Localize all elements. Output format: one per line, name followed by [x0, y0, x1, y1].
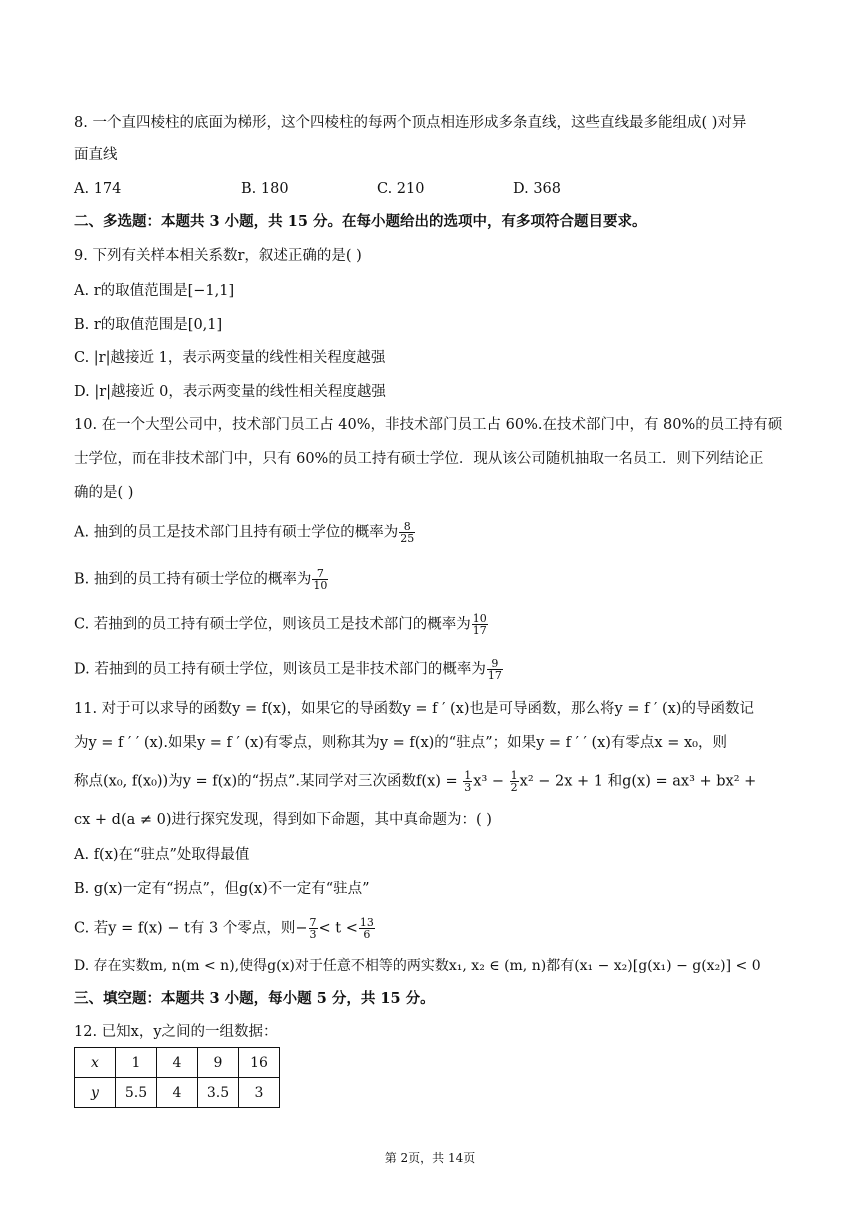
q8-option-d: D. 368 [513, 181, 562, 197]
table-row [75, 1078, 280, 1108]
q10-option-a: A. 抽到的员工是技术部门且持有硕士学位的概率为 $\frac{8}{25}$ [74, 520, 415, 545]
q8-stem-line1: 8. 一个直四棱柱的底面为梯形，这个四棱柱的每两个顶点相连形成多条直线，这些直线最多能组成( )对异 [74, 115, 747, 131]
q8-option-b: B. 180 [241, 181, 289, 197]
q8-stem-line2: 面直线 [74, 147, 118, 163]
q11-option-b: B. g(x)一定有“拐点”，但g(x)不一定有“驻点” [74, 881, 370, 897]
table-row [75, 1048, 280, 1078]
data-table [74, 1047, 280, 1108]
q8-option-c: C. 210 [377, 181, 425, 197]
q11-option-c: C. 若y = f(x) − t有 3 个零点，则− $\frac{7}{3}$ < t < $\frac{13}{6}$ [74, 916, 374, 941]
table-cell: 5.5 [116, 1078, 157, 1108]
section-3-heading: 三、填空题：本题共 3 小题，每小题 5 分，共 15 分。 [74, 990, 435, 1007]
q9-option-c: C. |r|越接近 1，表示两变量的线性相关程度越强 [74, 350, 386, 366]
table-cell: 3 [239, 1078, 280, 1108]
q9-stem: 9. 下列有关样本相关系数r，叙述正确的是( ) [74, 248, 362, 264]
q8-option-a: A. 174 [74, 181, 122, 197]
q9-option-d: D. |r|越接近 0，表示两变量的线性相关程度越强 [74, 384, 386, 400]
fraction: $\frac{13}{6}$ [359, 916, 374, 941]
q10-option-c: C. 若抽到的员工持有硕士学位，则该员工是技术部门的概率为 $\frac{10}{17}$ [74, 612, 487, 637]
fraction: $\frac{9}{17}$ [487, 657, 502, 682]
q10-option-d: D. 若抽到的员工持有硕士学位，则该员工是非技术部门的概率为 $\frac{9}{17}$ [74, 657, 502, 682]
q11-stem-line4: cx + d(a ≠ 0)进行探究发现，得到如下命题，其中真命题为：( ) [74, 812, 492, 828]
fraction: $\frac{1}{2}$ [510, 769, 518, 794]
q12-stem: 12. 已知x，y之间的一组数据： [74, 1024, 278, 1040]
q11-stem-line1: 11. 对于可以求导的函数y = f(x)，如果它的导函数y = f ′ (x)也是可导函数，那么将y = f ′ (x)的导函数记 [74, 701, 754, 717]
table-cell: 16 [239, 1048, 280, 1078]
table-cell: 4 [157, 1078, 198, 1108]
fraction: $\frac{10}{17}$ [472, 612, 487, 637]
q10-stem-line1: 10. 在一个大型公司中，技术部门员工占 40%，非技术部门员工占 60%.在技术部门中，有 80%的员工持有硕 [74, 417, 783, 433]
page-footer: 第 2页，共 14页 [384, 1151, 476, 1165]
table-cell: 4 [157, 1048, 198, 1078]
table-cell: 9 [198, 1048, 239, 1078]
fraction: $\frac{7}{10}$ [313, 567, 328, 592]
fraction: $\frac{1}{3}$ [464, 769, 472, 794]
q10-option-b: B. 抽到的员工持有硕士学位的概率为 $\frac{7}{10}$ [74, 567, 328, 592]
table-cell: 3.5 [198, 1078, 239, 1108]
q11-stem-line2: 为y = f ′ ′ (x).如果y = f ′ (x)有零点，则称其为y = f(x)的“驻点”；如果y = f ′ ′ (x)有零点x = x₀，则 [74, 735, 727, 751]
q9-option-a: A. r的取值范围是[−1,1] [74, 283, 235, 299]
fraction: $\frac{7}{3}$ [309, 916, 317, 941]
section-2-heading: 二、多选题：本题共 3 小题，共 15 分。在每小题给出的选项中，有多项符合题目要求。 [74, 213, 647, 230]
fraction: $\frac{8}{25}$ [400, 520, 415, 545]
table-cell: 1 [116, 1048, 157, 1078]
table-cell: y [75, 1078, 116, 1108]
q9-option-b: B. r的取值范围是[0,1] [74, 317, 223, 333]
q11-option-d: D. 存在实数m, n(m < n),使得g(x)对于任意不相等的两实数x₁, x₂ ∈ (m, n)都有(x₁ − x₂)[g(x₁) − g(x₂)] < 0 [74, 958, 761, 974]
q10-stem-line3: 确的是( ) [74, 485, 134, 501]
q11-stem-line3: 称点(x₀, f(x₀))为y = f(x)的“拐点”.某同学对三次函数f(x) = $\frac{1}{3}$ x³ − $\frac{1}{2}$ x² − 2x + 1 和g(x) = ax³ + bx² + [74, 769, 757, 794]
q11-option-a: A. f(x)在“驻点”处取得最值 [74, 847, 250, 863]
table-cell: x [75, 1048, 116, 1078]
q10-stem-line2: 士学位，而在非技术部门中，只有 60%的员工持有硕士学位．现从该公司随机抽取一名员工．则下列结论正 [74, 451, 764, 467]
